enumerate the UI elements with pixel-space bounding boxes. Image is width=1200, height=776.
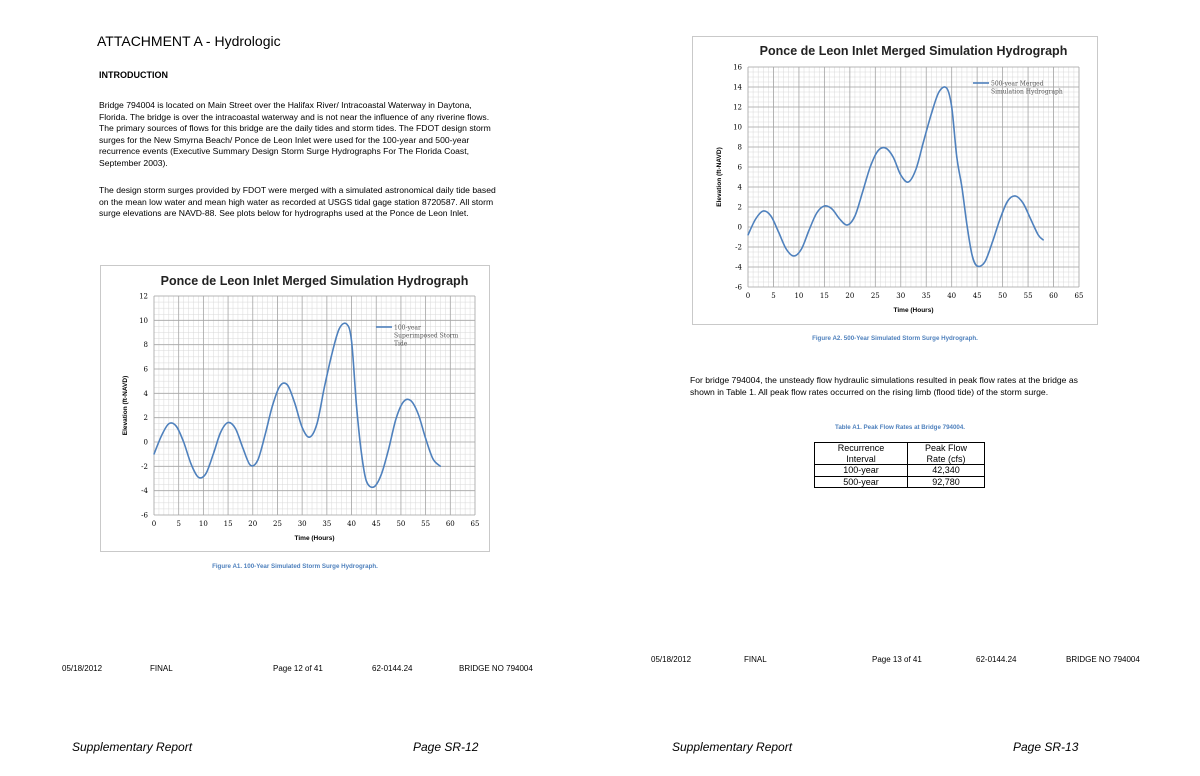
- data-point: [183, 441, 184, 442]
- table-header-cell: [908, 443, 985, 465]
- left-footer-bridge: BRIDGE NO 794004: [459, 664, 533, 673]
- data-point: [294, 402, 295, 403]
- header-line: Peak Flow: [924, 443, 968, 453]
- data-point: [346, 323, 347, 324]
- x-tick-label: 55: [1023, 292, 1033, 300]
- data-point: [847, 224, 848, 225]
- x-tick-label: 0: [745, 292, 751, 300]
- data-point: [205, 473, 206, 474]
- data-point: [946, 87, 947, 88]
- x-tick-label: 60: [445, 520, 455, 528]
- data-point: [418, 413, 419, 414]
- x-tick-label: 25: [273, 520, 282, 528]
- data-point: [854, 215, 855, 216]
- data-point: [331, 354, 332, 355]
- left-report-label: Supplementary Report: [72, 740, 193, 754]
- data-point: [862, 191, 863, 192]
- y-tick-label: 14: [733, 83, 742, 92]
- y-tick-label: -6: [141, 511, 148, 520]
- table-cell: 100-year: [815, 465, 908, 477]
- legend-label: Superimposed Storm: [394, 332, 459, 340]
- x-tick-label: 45: [371, 520, 381, 528]
- data-point: [870, 166, 871, 167]
- y-tick-label: 0: [143, 438, 148, 447]
- data-point: [885, 147, 886, 148]
- left-footer-date: 05/18/2012: [62, 664, 103, 673]
- chart-500-year-box: [692, 36, 1098, 325]
- data-point: [302, 427, 303, 428]
- data-point: [971, 254, 972, 255]
- x-tick-label: 5: [176, 520, 181, 528]
- data-point: [908, 181, 909, 182]
- x-tick-label: 65: [1074, 292, 1084, 300]
- y-tick-label: 10: [139, 316, 148, 325]
- data-point: [786, 248, 787, 249]
- y-tick-label: -2: [735, 243, 742, 252]
- x-tick-label: 40: [947, 292, 957, 300]
- data-point: [176, 426, 177, 427]
- peak-flow-paragraph: For bridge 794004, the unsteady flow hydraulic simulations resulted in peak flow rates at the bridge as shown in Table 1. All peak flow rates occurred on the rising limb (flood tide) of the storm surge.: [690, 375, 1078, 397]
- data-point: [809, 229, 810, 230]
- data-point: [213, 454, 214, 455]
- data-point: [366, 480, 367, 481]
- right-footer-status: FINAL: [744, 655, 767, 664]
- data-point: [1043, 239, 1044, 240]
- table-row: [815, 476, 985, 488]
- attachment-title: ATTACHMENT A - Hydrologic: [97, 33, 281, 49]
- table-cell: 42,340: [908, 465, 985, 477]
- header-line: Recurrence: [837, 443, 885, 453]
- y-tick-label: 4: [143, 389, 148, 398]
- chart-100-year-box: [100, 265, 490, 552]
- y-tick-label: -2: [141, 462, 148, 471]
- data-point: [235, 428, 236, 429]
- y-tick-label: 12: [139, 292, 148, 301]
- figure-a1-caption: Figure A1. 100-Year Simulated Storm Surge Hydrograph.: [212, 563, 378, 570]
- y-tick-label: 8: [143, 341, 148, 350]
- header-line: Rate (cfs): [926, 453, 966, 464]
- introduction-heading: INTRODUCTION: [99, 70, 168, 80]
- data-point: [410, 400, 411, 401]
- data-point: [816, 212, 817, 213]
- y-tick-label: 2: [737, 203, 742, 212]
- left-footer-page: Page 12 of 41: [273, 664, 323, 673]
- data-point: [265, 434, 266, 435]
- y-tick-label: 4: [737, 183, 742, 192]
- data-point: [831, 208, 832, 209]
- x-tick-label: 35: [322, 520, 332, 528]
- left-footer-status: FINAL: [150, 664, 173, 673]
- header-line: Interval: [846, 453, 876, 464]
- data-point: [999, 218, 1000, 219]
- data-point: [381, 474, 382, 475]
- x-tick-label: 50: [998, 292, 1008, 300]
- data-point: [893, 156, 894, 157]
- data-point: [309, 437, 310, 438]
- data-point: [1030, 218, 1031, 219]
- data-point: [395, 418, 396, 419]
- x-tick-label: 15: [223, 520, 233, 528]
- data-point: [1022, 202, 1023, 203]
- y-axis-label: Elevation (ft-NAVD): [716, 147, 723, 207]
- data-point: [339, 328, 340, 329]
- x-tick-label: 45: [972, 292, 982, 300]
- data-point: [778, 231, 779, 232]
- chart-100-year: [101, 266, 489, 551]
- intro-paragraph-1: Bridge 794004 is located on Main Street over the Halifax River/ Intracoastal Waterway in Daytona, Florida. The bridge is over the intracoastal waterway and is not near the influence of any riverine flows. The primary sources of flows for this bridge are the daily tides and storm tides. The FDOT design storm surges for the New Smyrna Beach/ Ponce de Leon Inlet were used for the 100-year and 500-year recurrence events (Executive Summary Design Storm Surge Hydrographs For The Florida Coast, September 2003).: [99, 100, 491, 168]
- x-tick-label: 55: [421, 520, 431, 528]
- data-point: [227, 422, 228, 423]
- data-point: [1038, 234, 1039, 235]
- data-point: [1015, 195, 1016, 196]
- right-footer-page: Page 13 of 41: [872, 655, 922, 664]
- data-point: [770, 215, 771, 216]
- x-tick-label: 20: [845, 292, 855, 300]
- chart-title: Ponce de Leon Inlet Merged Simulation Hydrograph: [759, 44, 1068, 58]
- data-point: [257, 460, 258, 461]
- table-header-cell: [815, 443, 908, 465]
- data-point: [1007, 200, 1008, 201]
- y-axis-label: Elevation (ft-NAVD): [122, 375, 129, 436]
- data-point: [900, 174, 901, 175]
- data-point: [793, 255, 794, 256]
- data-point: [801, 248, 802, 249]
- data-point: [755, 218, 756, 219]
- data-point: [388, 449, 389, 450]
- x-tick-label: 10: [198, 520, 208, 528]
- x-tick-label: 20: [248, 520, 258, 528]
- x-axis-label: Time (Hours): [893, 307, 934, 314]
- data-point: [938, 91, 939, 92]
- data-point: [168, 423, 169, 424]
- y-tick-label: 0: [737, 223, 742, 232]
- table-cell: 500-year: [815, 476, 908, 488]
- data-point: [250, 465, 251, 466]
- data-point: [324, 387, 325, 388]
- x-tick-label: 15: [819, 292, 829, 300]
- data-point: [198, 477, 199, 478]
- data-point: [161, 435, 162, 436]
- y-tick-label: -4: [735, 263, 742, 272]
- data-point: [403, 401, 404, 402]
- y-tick-label: 2: [143, 414, 148, 423]
- x-tick-label: 65: [470, 520, 480, 528]
- x-tick-label: 40: [347, 520, 356, 528]
- data-point: [923, 140, 924, 141]
- data-point: [966, 224, 967, 225]
- right-footer-project: 62-0144.24: [976, 655, 1017, 664]
- data-point: [440, 466, 441, 467]
- x-tick-label: 35: [921, 292, 931, 300]
- data-point: [279, 385, 280, 386]
- left-page-number: Page SR-12: [413, 740, 479, 754]
- right-report-label: Supplementary Report: [672, 740, 793, 754]
- data-point: [432, 458, 433, 459]
- legend-label: 100-year: [394, 324, 421, 332]
- right-footer-bridge: BRIDGE NO 794004: [1066, 655, 1140, 664]
- x-tick-label: 60: [1049, 292, 1058, 300]
- table-header-row: [815, 443, 985, 465]
- x-tick-label: 25: [870, 292, 880, 300]
- y-tick-label: -6: [735, 283, 742, 292]
- data-point: [287, 384, 288, 385]
- data-point: [356, 405, 357, 406]
- data-point: [747, 234, 748, 235]
- x-tick-label: 50: [396, 520, 406, 528]
- data-point: [931, 113, 932, 114]
- y-tick-label: 16: [733, 63, 742, 72]
- data-point: [153, 454, 154, 455]
- figure-a2-caption: Figure A2. 500-Year Simulated Storm Surge Hydrograph.: [812, 335, 978, 342]
- data-point: [824, 205, 825, 206]
- left-footer-project: 62-0144.24: [372, 664, 413, 673]
- y-tick-label: 6: [737, 163, 742, 172]
- x-tick-label: 0: [151, 520, 157, 528]
- data-point: [951, 106, 952, 107]
- data-point: [977, 265, 978, 266]
- data-point: [992, 241, 993, 242]
- intro-paragraph-2: The design storm surges provided by FDOT were merged with a simulated astronomical daily tide based on the mean low water and mean high water as recorded at USGS tidal gage station 8720587. All storm surge elevations are NAVD-88. See plots below for hydrographs used at the Ponce de Leon Inlet.: [99, 185, 496, 218]
- data-point: [361, 452, 362, 453]
- data-point: [763, 210, 764, 211]
- x-tick-label: 30: [297, 520, 307, 528]
- table-a1-caption: Table A1. Peak Flow Rates at Bridge 794004.: [835, 424, 965, 431]
- data-point: [956, 156, 957, 157]
- data-point: [984, 261, 985, 262]
- y-tick-label: -4: [141, 487, 148, 496]
- x-tick-label: 30: [896, 292, 906, 300]
- data-point: [961, 186, 962, 187]
- data-point: [877, 150, 878, 151]
- y-tick-label: 8: [737, 143, 742, 152]
- legend-label: Simulation Hydrograph: [991, 88, 1063, 96]
- data-point: [220, 432, 221, 433]
- data-point: [351, 340, 352, 341]
- table-cell: 92,780: [908, 476, 985, 488]
- y-tick-label: 6: [143, 365, 148, 374]
- legend-label: Tide: [394, 340, 408, 348]
- right-page-number: Page SR-13: [1013, 740, 1079, 754]
- legend-label: 500-year Merged: [991, 80, 1044, 88]
- y-tick-label: 10: [733, 123, 742, 132]
- data-point: [373, 486, 374, 487]
- x-tick-label: 10: [794, 292, 804, 300]
- data-point: [915, 168, 916, 169]
- data-point: [839, 218, 840, 219]
- x-axis-label: Time (Hours): [294, 535, 335, 542]
- table-row: [815, 465, 985, 477]
- chart-title: Ponce de Leon Inlet Merged Simulation Hydrograph: [160, 274, 469, 288]
- data-point: [316, 423, 317, 424]
- right-footer-date: 05/18/2012: [651, 655, 692, 664]
- chart-500-year: [693, 37, 1097, 324]
- data-point: [190, 463, 191, 464]
- data-point: [242, 447, 243, 448]
- peak-flow-table: [814, 442, 985, 488]
- x-tick-label: 5: [771, 292, 776, 300]
- data-point: [425, 438, 426, 439]
- y-tick-label: 12: [733, 103, 742, 112]
- data-point: [272, 405, 273, 406]
